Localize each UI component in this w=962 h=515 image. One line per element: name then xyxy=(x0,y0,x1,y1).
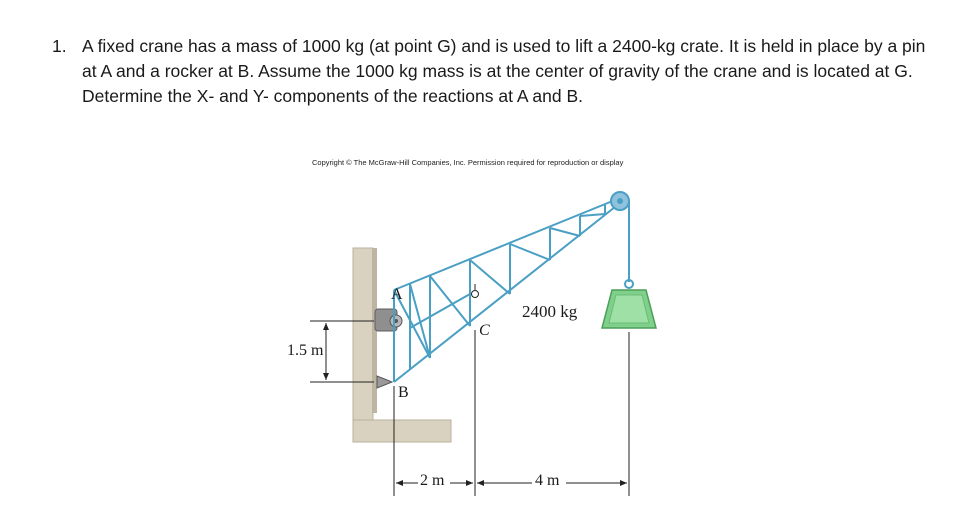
center-of-gravity-marker xyxy=(472,284,479,298)
problem-statement xyxy=(52,34,932,109)
pulley xyxy=(611,192,629,210)
problem-text: A fixed crane has a mass of 1000 kg (at point G) and is used to lift a 2400-kg crate. It is held in place by a pin at A and a rocker at B. Assume the 1000 kg mass is at the center of gravity of the crane and is located at G. Determine the X- and Y- components of the reactions at A and B. xyxy=(82,36,926,106)
label-c: C xyxy=(479,322,490,339)
crane-figure xyxy=(270,150,690,510)
label-dist-right: 4 m xyxy=(535,472,560,489)
label-a: A xyxy=(391,286,403,303)
label-dist-left: 2 m xyxy=(420,472,445,489)
label-b: B xyxy=(398,384,409,401)
problem-number: 1. xyxy=(52,36,67,56)
crate-2400kg xyxy=(602,290,656,328)
label-mass: 2400 kg xyxy=(522,302,578,321)
rocker-support-b xyxy=(377,376,392,388)
pin-support-a xyxy=(375,309,402,331)
wall-support xyxy=(353,248,451,442)
crane-truss xyxy=(394,198,620,382)
copyright-notice: Copyright © The McGraw-Hill Companies, Inc. Permission required for reproduction or display xyxy=(312,158,624,167)
label-height: 1.5 m xyxy=(287,342,324,359)
